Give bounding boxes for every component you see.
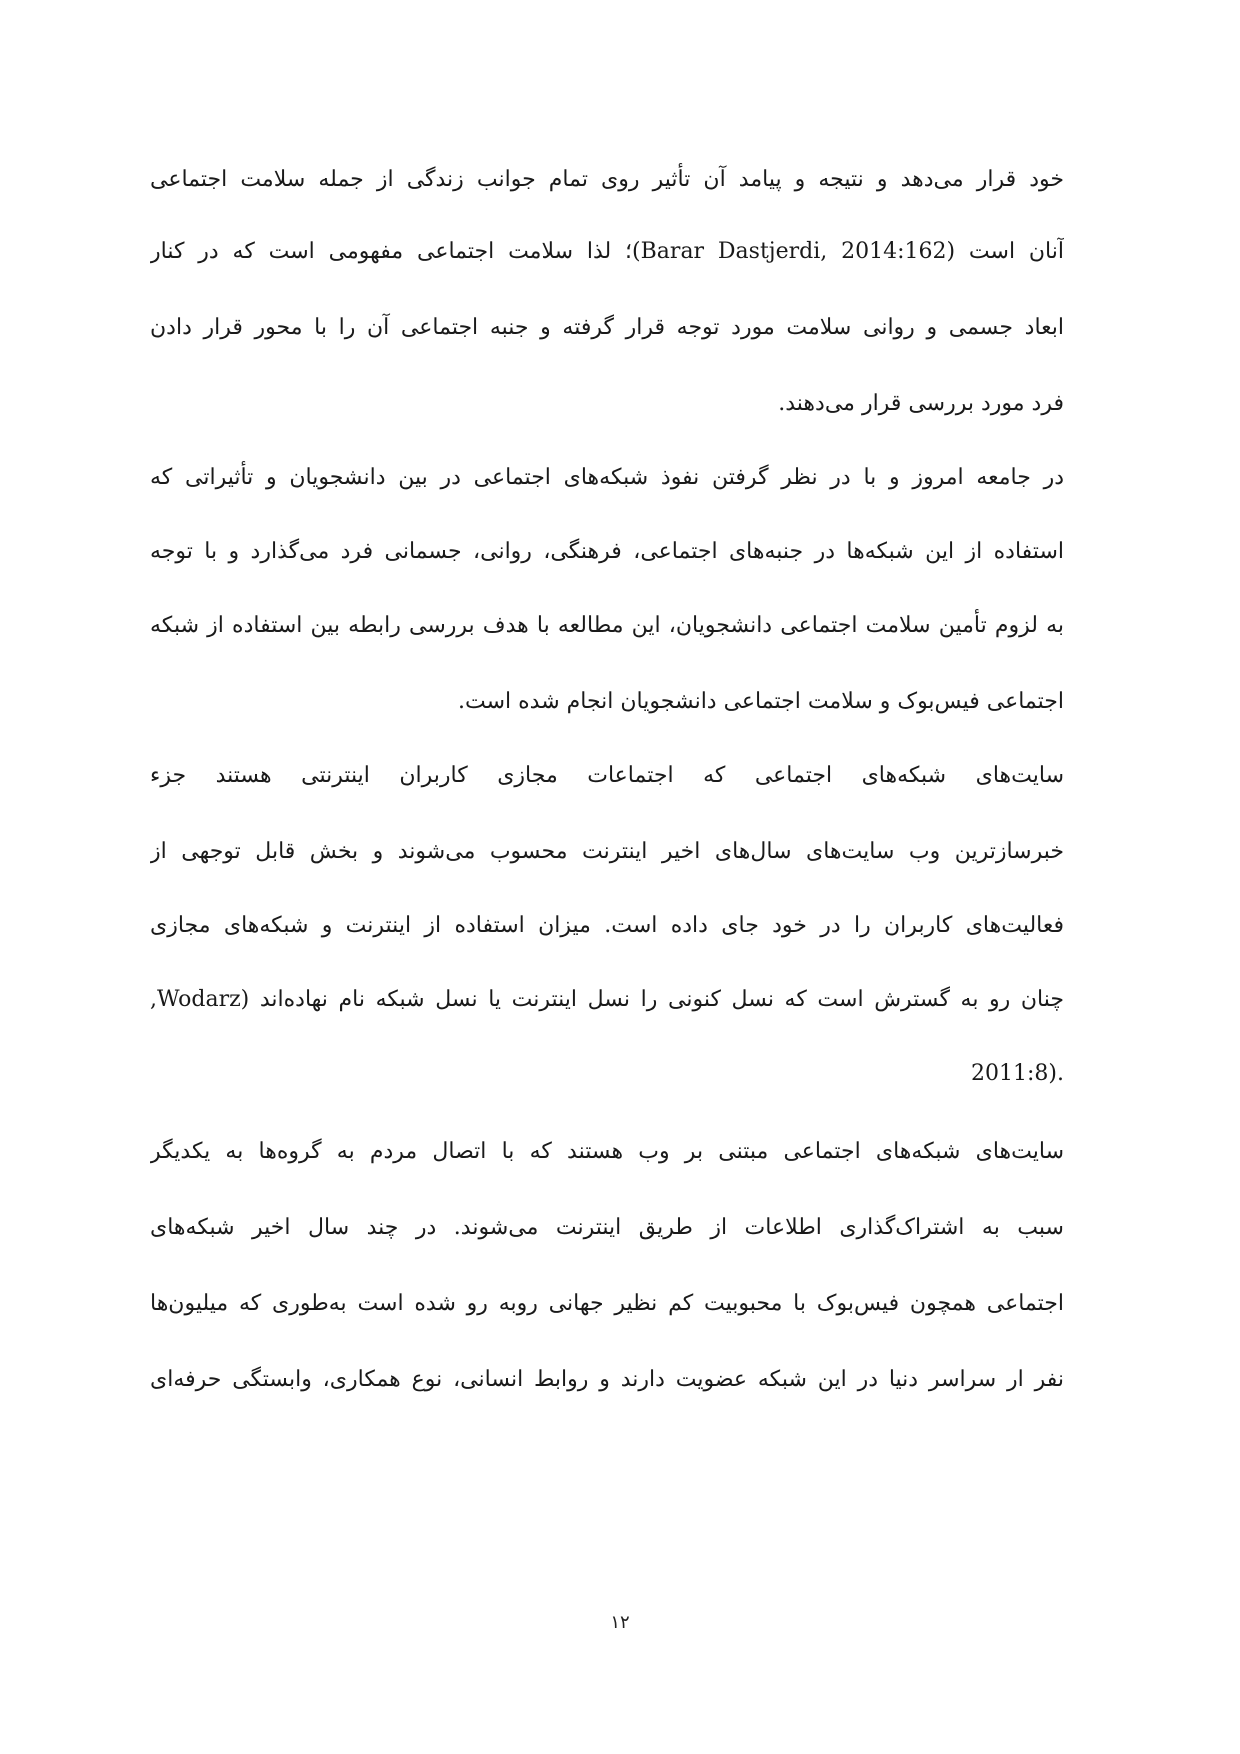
text-line-11: فعالیت‌های کاربران را در خود جای داده است. میزان استفاده از اینترنت و شبکه‌های مجازی (150, 913, 1064, 938)
text-line-7: به لزوم تأمین سلامت اجتماعی دانشجویان، این مطالعه با هدف بررسی رابطه بین استفاده از شبکه (150, 613, 1064, 638)
text-line-6: استفاده از این شبکه‌ها در جنبه‌های اجتماعی، فرهنگی، روانی، جسمانی فرد می‌گذارد و با توجه (150, 539, 1064, 564)
text-line-12: چنان رو به گسترش است که نسل کنونی را نسل اینترنت یا نسل شبکه نام نهاده‌اند (Wodarz, (150, 987, 1064, 1012)
text-line-3: ابعاد جسمی و روانی سلامت مورد توجه قرار گرفته و جنبه اجتماعی آن را با محور قرار دادن (150, 315, 1064, 340)
text-line-14: سایت‌های شبکه‌های اجتماعی مبتنی بر وب هستند که با اتصال مردم به گروه‌ها به یکدیگر (150, 1139, 1064, 1164)
text-line-5: در جامعه امروز و با در نظر گرفتن نفوذ شبکه‌های اجتماعی در بین دانشجویان و تأثیراتی که (150, 465, 1064, 490)
text-line-10: خبرسازترین وب سایت‌های سال‌های اخیر اینترنت محسوب می‌شوند و بخش قابل توجهی از (150, 839, 1064, 864)
text-line-15: سبب به اشتراک‌گذاری اطلاعات از طریق اینترنت می‌شوند. در چند سال اخیر شبکه‌های (150, 1215, 1064, 1240)
page-number: ۱۲ (610, 1612, 630, 1633)
text-line-13: 2011:8). (971, 1061, 1064, 1086)
text-line-8: اجتماعی فیس‌بوک و سلامت اجتماعی دانشجویان انجام شده است. (458, 689, 1064, 714)
text-line-17: نفر ار سراسر دنیا در این شبکه عضویت دارند و روابط انسانی، نوع همکاری، وابستگی حرفه‌ای (150, 1367, 1064, 1392)
text-line-16: اجتماعی همچون فیس‌بوک با محبوبیت کم نظیر جهانی روبه رو شده است به‌طوری که میلیون‌ها (150, 1291, 1064, 1316)
text-line-1: خود قرار می‌دهد و نتیجه و پیامد آن تأثیر روی تمام جوانب زندگی از جمله سلامت اجتماعی (150, 167, 1064, 192)
text-line-4: فرد مورد بررسی قرار می‌دهند. (778, 391, 1064, 416)
text-line-9: سایت‌های شبکه‌های اجتماعی که اجتماعات مجازی کاربران اینترنتی هستند جزء (150, 763, 1064, 788)
text-line-2: آنان است (Barar Dastjerdi, 2014:162)؛ لذا سلامت اجتماعی مفهومی است که در کنار (150, 239, 1064, 264)
